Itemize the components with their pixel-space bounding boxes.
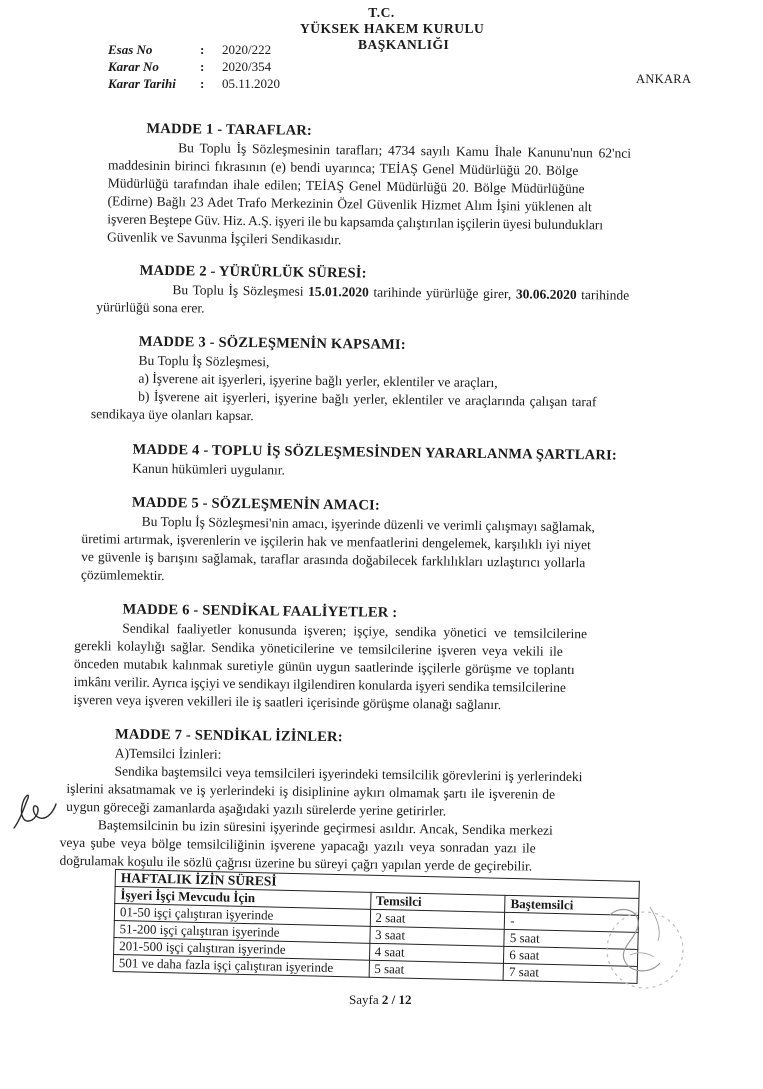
article-7-line: veya şube veya bölge temsilciliğinin işverene yapacağı yazılı veya sonradan yazı ile bbox=[59, 834, 536, 856]
article-4-title: MADDE 4 - TOPLU İŞ SÖZLEŞMESİNDEN YARARLANMA ŞARTLARI: bbox=[132, 441, 618, 464]
article-5-line: Bu Toplu İş Sözleşmesi'nin amacı, işyerinde düzenli ve verimli çalışmayı sağlamak, bbox=[141, 513, 596, 535]
article-5-line: ve güvenle iş barışını sağlamak, taraflar arasında doğabilecek farklılıkları uzlaştırıcı yollarla bbox=[81, 549, 586, 571]
tarih-separator: : bbox=[200, 76, 205, 91]
article-6-line: Sendikal faaliyetler konusunda işveren; işçiye, sendika yönetici ve temsilcilerine bbox=[122, 620, 588, 642]
article-7-line: Baştemsilcinin bu izin süresini işyerinde geçirmesi asıldır. Ancak, Sendika merkezi bbox=[97, 817, 553, 838]
tarih-label: Karar Tarihi bbox=[108, 76, 176, 91]
article-6-line: gerekli kolaylığı sağlar. Sendika yöneticilerine ve temsilcilerine işveren veya vekili ile bbox=[74, 637, 563, 659]
table-cell: 3 saat bbox=[369, 926, 504, 946]
header-tc: T.C. bbox=[368, 5, 395, 20]
article-5-line: çözümlemektir. bbox=[80, 567, 165, 584]
article-7-line: işlerini aksatmamak ve iş yerlerindeki iş disiplinine aykırı olmamak şartı ile işverenin de bbox=[66, 780, 556, 802]
article-2-text: tarihinde bbox=[576, 287, 630, 303]
table-cell: 5 saat bbox=[369, 960, 504, 980]
article-2-text: tarihinde yürürlüğe girer, bbox=[368, 284, 516, 302]
article-1-line: Müdürlüğü tarafından ihale edilen; TEİAŞ Genel Müdürlüğü 20. Bölge Müdürlüğüne bbox=[107, 175, 585, 197]
table-cell: 2 saat bbox=[370, 909, 505, 929]
table-cell: 5 saat bbox=[504, 929, 638, 949]
article-6-line: imkânı verilir. Ayrıca işçiyi ve sendikayı ilgilendiren konularda işyeri sendika temsilcilerine bbox=[73, 673, 567, 695]
article-3-title: MADDE 3 - SÖZLEŞMENİN KAPSAMI: bbox=[138, 333, 406, 353]
page-prefix: Sayfa bbox=[349, 992, 382, 1007]
article-7-line: doğrulamak koşulu ile sözlü çağrısı üzerine bu süreyi çağrı yapılan yerde de geçirebilir. bbox=[59, 852, 533, 874]
article-2-title: MADDE 2 - YÜRÜRLÜK SÜRESİ: bbox=[139, 262, 367, 282]
karar-label: Karar No bbox=[108, 59, 159, 74]
page-separator: / bbox=[388, 992, 399, 1007]
article-6-title: MADDE 6 - SENDİKAL FAALİYETLER : bbox=[122, 601, 398, 621]
column-header: İşyeri İşçi Mevcudu İçin bbox=[115, 887, 371, 910]
esas-label: Esas No bbox=[108, 42, 153, 57]
article-1-line: (Edirne) Bağlı 23 Adet Trafo Merkezinin Özel Güvenlik Hizmet Alım İşini yüklenen alt bbox=[107, 193, 592, 215]
table-cell: 201-500 işçi çalıştıran işyerinde bbox=[114, 937, 370, 960]
article-7-title: MADDE 7 - SENDİKAL İZİNLER: bbox=[114, 726, 343, 746]
header-presidency: BAŞKANLIĞI bbox=[358, 37, 450, 52]
page-current: 2 bbox=[381, 992, 389, 1007]
table-cell: - bbox=[504, 912, 638, 932]
article-1-line: Bu Toplu İş Sözleşmesinin tarafları; 4734 sayılı Kamu İhale Kanunu'nun 62'nci bbox=[178, 140, 632, 161]
page-number bbox=[349, 992, 411, 1008]
tarih-value: 05.11.2020 bbox=[222, 76, 281, 91]
end-date: 30.06.2020 bbox=[515, 286, 577, 303]
city-label: ANKARA bbox=[636, 72, 692, 86]
table-title: HAFTALIK İZİN SÜRESİ bbox=[115, 870, 639, 899]
article-3-line: Bu Toplu İş Sözleşmesi, bbox=[138, 352, 270, 370]
page-total: 12 bbox=[398, 992, 412, 1007]
article-6-line: önceden mutabık kalınmak suretiyle günün uygun saatlerinde işçilerle görüşme ve toplantı bbox=[73, 655, 575, 678]
article-1-line: Güvenlik ve Savunma İşçileri Sendikasıdır. bbox=[107, 229, 342, 248]
article-2-line bbox=[172, 282, 629, 304]
article-3-line: b) İşverene ait işyerleri, işyerine bağlı yerler, eklentiler ve araçlarında çalışan taraf bbox=[138, 388, 597, 410]
article-7-line: uygun göreceği zamanlarda aşağıdaki yazılı sürelerde yerine getirirler. bbox=[66, 798, 447, 819]
faded-stamp-signature bbox=[590, 895, 700, 995]
article-3-line: a) İşverene ait işyerleri, işyerine bağlı yerler, eklentiler ve araçları, bbox=[138, 370, 498, 391]
article-5-title: MADDE 5 - SÖZLEŞMENİN AMACI: bbox=[131, 494, 381, 514]
handwritten-initials-signature bbox=[10, 790, 60, 835]
article-2-line: yürürlüğü sona erer. bbox=[96, 299, 205, 316]
table-cell: 6 saat bbox=[504, 946, 638, 966]
article-4-line: Kanun hükümleri uygulanır. bbox=[132, 460, 285, 478]
article-6-line: işveren veya işveren vekilleri ile iş saatleri içerisinde görüşme olanağı sağlanır. bbox=[73, 691, 502, 713]
article-1-title: MADDE 1 - TARAFLAR: bbox=[146, 120, 313, 139]
article-1-line: işveren Beştepe Güv. Hiz. A.Ş. işyeri ile bu kapsamda çalıştırılan işçilerin üyesi bulundukları bbox=[107, 211, 604, 233]
table-cell: 7 saat bbox=[503, 963, 637, 983]
esas-value: 2020/222 bbox=[222, 42, 272, 57]
article-5-line: üretimi artırmak, işverenlerin ve işçilerin hak ve menfaatlerini dengelemek, karşılıklı iyi niyet bbox=[81, 531, 591, 553]
weekly-leave-table bbox=[113, 869, 640, 984]
table-cell: 51-200 işçi çalıştıran işyerinde bbox=[114, 920, 370, 943]
karar-value: 2020/354 bbox=[222, 59, 272, 74]
table-cell: 4 saat bbox=[369, 943, 504, 963]
article-3-line: sendikaya üye olanları kapsar. bbox=[90, 406, 254, 424]
column-header: Baştemsilci bbox=[505, 895, 639, 915]
esas-separator: : bbox=[200, 42, 205, 57]
article-2-text: Bu Toplu İş Sözleşmesi bbox=[172, 282, 309, 299]
article-1-line: maddesinin birinci fıkrasının (e) bendi uyarınca; TEİAŞ Genel Müdürlüğü 20. Bölge bbox=[107, 157, 579, 179]
table-cell: 01-50 işçi çalıştıran işyerinde bbox=[114, 904, 370, 927]
article-7-line: Sendika baştemsilci veya temsilcileri işyerindeki temsilcilik görevlerini iş yerlerindeki bbox=[114, 763, 583, 785]
karar-separator: : bbox=[200, 59, 205, 74]
table-cell: 501 ve daha fazla işçi çalıştıran işyerinde bbox=[113, 954, 369, 977]
header-institution: YÜKSEK HAKEM KURULU bbox=[300, 21, 485, 36]
start-date: 15.01.2020 bbox=[307, 283, 369, 300]
article-7-line: A)Temsilci İzinleri: bbox=[114, 745, 222, 762]
column-header: Temsilci bbox=[370, 892, 505, 912]
